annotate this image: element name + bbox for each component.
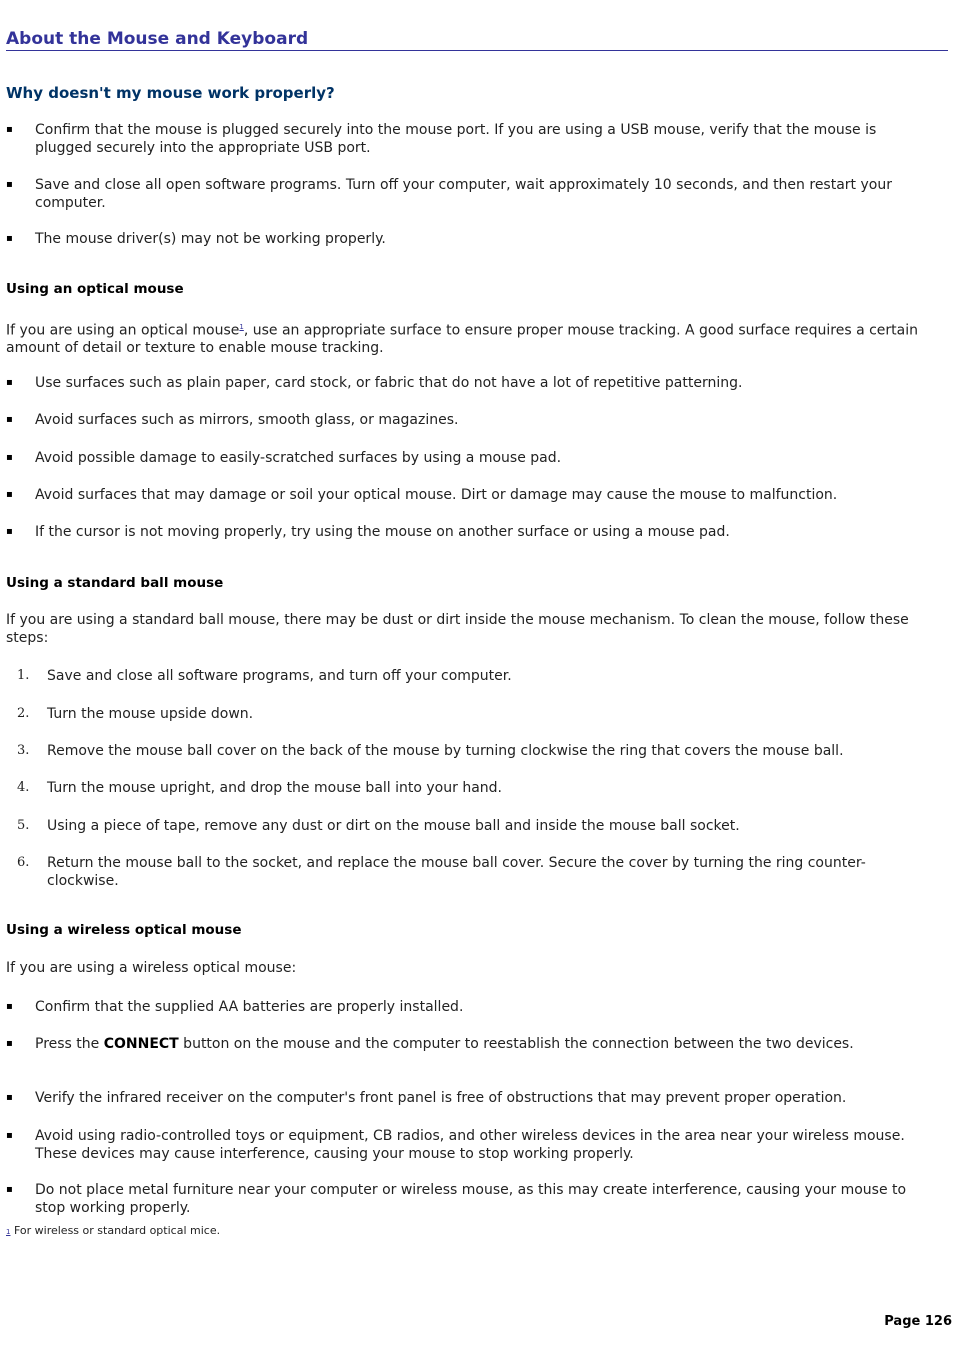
step-item: Turn the mouse upside down. (47, 706, 254, 722)
step-item: Save and close all software programs, and turn off your computer. (47, 668, 512, 684)
section-heading-mouse-problems: Why doesn't my mouse work properly? (6, 84, 335, 102)
optical-intro-text: If you are using an optical mouse (6, 322, 240, 339)
list-item: Do not place metal furniture near your computer or wireless mouse, as this may create interference, causing your mouse to stop working properly. (35, 1182, 907, 1216)
list-item: Avoid surfaces such as mirrors, smooth glass, or magazines. (35, 412, 459, 428)
list-item: Use surfaces such as plain paper, card stock, or fabric that do not have a lot of repetitive patterning. (35, 375, 743, 391)
step-number: 3. (17, 743, 30, 758)
step-number: 4. (17, 780, 30, 795)
list-item: Save and close all open software programs. Turn off your computer, wait approximately 10 seconds, and then restart your computer. (35, 177, 892, 211)
bullet-icon: ▪ (6, 489, 13, 500)
ball-intro-paragraph: If you are using a standard ball mouse, there may be dust or dirt inside the mouse mechanism. To clean the mouse, follow these steps: (6, 612, 909, 646)
bullet-icon: ▪ (6, 1130, 13, 1141)
bullet-icon: ▪ (6, 179, 13, 190)
bullet-icon: ▪ (6, 1001, 13, 1012)
section-heading-optical-mouse: Using an optical mouse (6, 281, 184, 297)
step-number: 1. (17, 668, 30, 683)
bullet-icon: ▪ (6, 1038, 13, 1049)
bullet-icon: ▪ (6, 1184, 13, 1195)
list-item: Confirm that the mouse is plugged securely into the mouse port. If you are using a USB mouse, verify that the mouse is plugged securely into the appropriate USB port. (35, 122, 877, 156)
bullet-icon: ▪ (6, 526, 13, 537)
list-item: Avoid possible damage to easily-scratched surfaces by using a mouse pad. (35, 450, 562, 466)
optical-intro-text-continued: , use an appropriate surface to ensure proper mouse tracking. A good surface requires a certain amount of detail or texture to enable mouse tracking. (6, 322, 919, 357)
page-title: About the Mouse and Keyboard (6, 29, 948, 51)
list-item: Avoid using radio-controlled toys or equipment, CB radios, and other wireless devices in the area near your wireless mouse. These devices may cause interference, causing your mouse to stop working properly. (35, 1128, 905, 1162)
step-number: 6. (17, 855, 30, 870)
connect-button-label: CONNECT (103, 1036, 179, 1052)
section-heading-wireless-mouse: Using a wireless optical mouse (6, 922, 242, 938)
bullet-icon: ▪ (6, 414, 13, 425)
bullet-icon: ▪ (6, 233, 13, 244)
step-item: Return the mouse ball to the socket, and replace the mouse ball cover. Secure the cover by turning the ring counter-clockwise. (47, 855, 866, 889)
list-item: If the cursor is not moving properly, try using the mouse on another surface or using a mouse pad. (35, 524, 730, 540)
bullet-icon: ▪ (6, 377, 13, 388)
footnote-marker[interactable]: 1 (6, 1228, 11, 1236)
list-item: Confirm that the supplied AA batteries are properly installed. (35, 999, 464, 1015)
section-heading-ball-mouse: Using a standard ball mouse (6, 575, 224, 591)
footnote (6, 1224, 220, 1239)
list-item: Avoid surfaces that may damage or soil your optical mouse. Dirt or damage may cause the mouse to malfunction. (35, 487, 838, 503)
step-number: 2. (17, 706, 30, 721)
wireless-intro-paragraph: If you are using a wireless optical mouse: (6, 960, 297, 976)
list-item: The mouse driver(s) may not be working properly. (35, 231, 386, 247)
bullet-icon: ▪ (6, 1092, 13, 1103)
step-item: Using a piece of tape, remove any dust or dirt on the mouse ball and inside the mouse ball socket. (47, 818, 740, 834)
bullet-icon: ▪ (6, 124, 13, 135)
list-item-text: Press the (35, 1036, 104, 1052)
step-item: Turn the mouse upright, and drop the mouse ball into your hand. (47, 780, 502, 796)
step-item: Remove the mouse ball cover on the back of the mouse by turning clockwise the ring that covers the mouse ball. (47, 743, 844, 759)
page-number: Page 126 (884, 1314, 952, 1329)
list-item: Verify the infrared receiver on the computer's front panel is free of obstructions that may prevent proper operation. (35, 1090, 847, 1106)
step-number: 5. (17, 818, 30, 833)
footnote-link[interactable]: 1 (239, 323, 244, 331)
optical-intro-paragraph (6, 319, 941, 358)
footnote-text: For wireless or standard optical mice. (13, 1224, 221, 1237)
bullet-icon: ▪ (6, 452, 13, 463)
list-item-text-continued: button on the mouse and the computer to reestablish the connection between the two devices. (178, 1036, 854, 1052)
list-item (35, 1035, 925, 1053)
